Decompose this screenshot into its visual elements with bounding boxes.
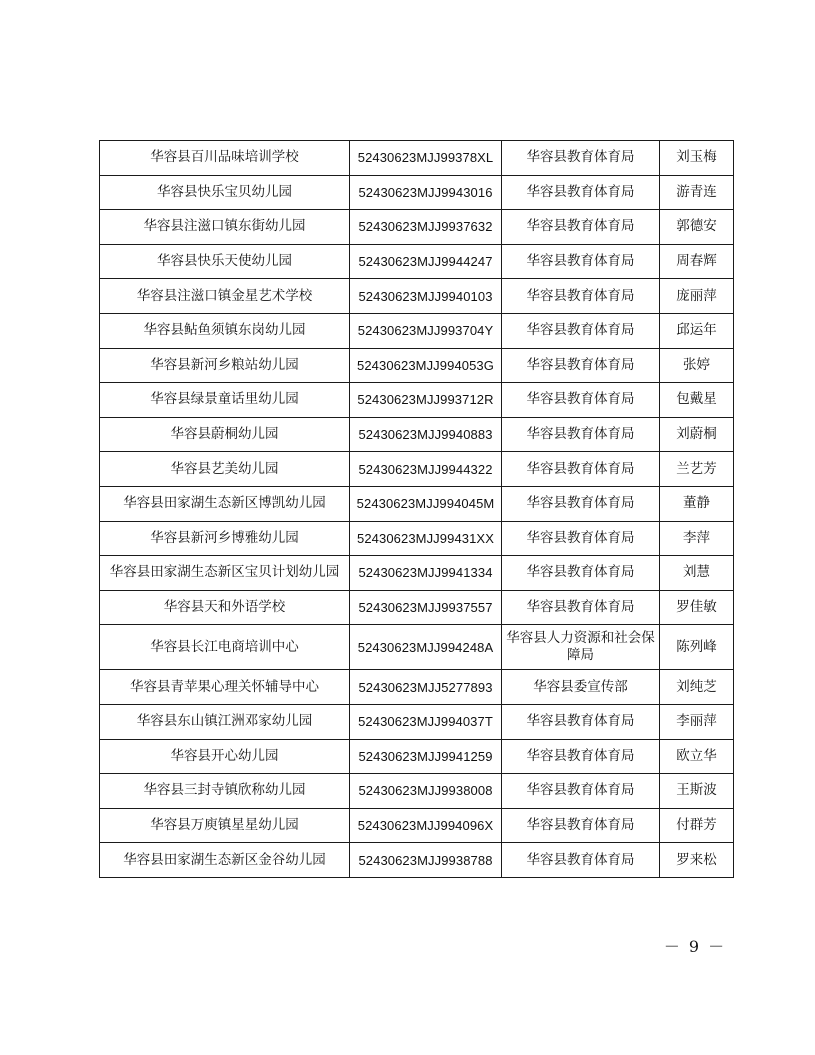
org-name-cell: 华容县田家湖生态新区博凯幼儿园 <box>100 486 350 521</box>
legal-person-cell: 付群芳 <box>660 808 734 843</box>
table-row <box>100 348 734 383</box>
table-row <box>100 808 734 843</box>
legal-person-cell: 罗佳敏 <box>660 590 734 625</box>
legal-person-cell: 刘玉梅 <box>660 141 734 176</box>
legal-person-cell: 游青连 <box>660 175 734 210</box>
table-row <box>100 244 734 279</box>
legal-person-cell: 刘蔚桐 <box>660 417 734 452</box>
credit-code-cell: 52430623MJJ994248A <box>350 625 502 670</box>
supervising-dept-cell: 华容县教育体育局 <box>502 383 660 418</box>
org-name-cell: 华容县注滋口镇金星艺术学校 <box>100 279 350 314</box>
credit-code-cell: 52430623MJJ994096X <box>350 808 502 843</box>
legal-person-cell: 兰艺芳 <box>660 452 734 487</box>
org-name-cell: 华容县快乐天使幼儿园 <box>100 244 350 279</box>
supervising-dept-cell: 华容县教育体育局 <box>502 313 660 348</box>
org-name-cell: 华容县新河乡博雅幼儿园 <box>100 521 350 556</box>
supervising-dept-cell: 华容县教育体育局 <box>502 141 660 176</box>
supervising-dept-cell: 华容县教育体育局 <box>502 808 660 843</box>
supervising-dept-cell: 华容县教育体育局 <box>502 521 660 556</box>
table-row <box>100 383 734 418</box>
org-name-cell: 华容县万庾镇星星幼儿园 <box>100 808 350 843</box>
org-name-cell: 华容县快乐宝贝幼儿园 <box>100 175 350 210</box>
credit-code-cell: 52430623MJJ993704Y <box>350 313 502 348</box>
credit-code-cell: 52430623MJJ994053G <box>350 348 502 383</box>
credit-code-cell: 52430623MJJ9937557 <box>350 590 502 625</box>
table-row <box>100 486 734 521</box>
supervising-dept-cell: 华容县教育体育局 <box>502 452 660 487</box>
table-row <box>100 417 734 452</box>
table-row <box>100 175 734 210</box>
credit-code-cell: 52430623MJJ993712R <box>350 383 502 418</box>
supervising-dept-cell: 华容县教育体育局 <box>502 843 660 878</box>
org-name-cell: 华容县东山镇江洲邓家幼儿园 <box>100 704 350 739</box>
org-name-cell: 华容县百川品味培训学校 <box>100 141 350 176</box>
org-name-cell: 华容县田家湖生态新区宝贝计划幼儿园 <box>100 556 350 591</box>
credit-code-cell: 52430623MJJ9937632 <box>350 210 502 245</box>
credit-code-cell: 52430623MJJ994045M <box>350 486 502 521</box>
supervising-dept-cell: 华容县教育体育局 <box>502 739 660 774</box>
supervising-dept-cell: 华容县人力资源和社会保障局 <box>502 625 660 670</box>
org-name-cell: 华容县注滋口镇东街幼儿园 <box>100 210 350 245</box>
page-number: － 9 － <box>663 937 727 956</box>
supervising-dept-cell: 华容县教育体育局 <box>502 210 660 245</box>
credit-code-cell: 52430623MJJ9938008 <box>350 774 502 809</box>
table-row <box>100 313 734 348</box>
supervising-dept-cell: 华容县教育体育局 <box>502 244 660 279</box>
credit-code-cell: 52430623MJJ9941334 <box>350 556 502 591</box>
table-row <box>100 739 734 774</box>
legal-person-cell: 罗来松 <box>660 843 734 878</box>
table-row <box>100 210 734 245</box>
supervising-dept-cell: 华容县教育体育局 <box>502 279 660 314</box>
org-name-cell: 华容县蔚桐幼儿园 <box>100 417 350 452</box>
org-name-cell: 华容县鲇鱼须镇东岗幼儿园 <box>100 313 350 348</box>
table-body <box>100 141 734 878</box>
supervising-dept-cell: 华容县教育体育局 <box>502 704 660 739</box>
org-name-cell: 华容县艺美幼儿园 <box>100 452 350 487</box>
table-row <box>100 843 734 878</box>
legal-person-cell: 邱运年 <box>660 313 734 348</box>
table-row <box>100 141 734 176</box>
supervising-dept-cell: 华容县教育体育局 <box>502 590 660 625</box>
org-name-cell: 华容县青苹果心理关怀辅导中心 <box>100 670 350 705</box>
legal-person-cell: 庞丽萍 <box>660 279 734 314</box>
table-row <box>100 704 734 739</box>
organization-registry-table <box>99 140 734 878</box>
org-name-cell: 华容县新河乡粮站幼儿园 <box>100 348 350 383</box>
supervising-dept-cell: 华容县教育体育局 <box>502 556 660 591</box>
supervising-dept-cell: 华容县教育体育局 <box>502 486 660 521</box>
table-row <box>100 774 734 809</box>
credit-code-cell: 52430623MJJ9940883 <box>350 417 502 452</box>
supervising-dept-cell: 华容县教育体育局 <box>502 348 660 383</box>
table-row <box>100 625 734 670</box>
legal-person-cell: 李萍 <box>660 521 734 556</box>
credit-code-cell: 52430623MJJ9944247 <box>350 244 502 279</box>
legal-person-cell: 周春辉 <box>660 244 734 279</box>
table-row <box>100 556 734 591</box>
legal-person-cell: 郭德安 <box>660 210 734 245</box>
org-name-cell: 华容县三封寺镇欣称幼儿园 <box>100 774 350 809</box>
credit-code-cell: 52430623MJJ9941259 <box>350 739 502 774</box>
org-name-cell: 华容县绿景童话里幼儿园 <box>100 383 350 418</box>
supervising-dept-cell: 华容县教育体育局 <box>502 175 660 210</box>
legal-person-cell: 陈列峰 <box>660 625 734 670</box>
legal-person-cell: 包戴星 <box>660 383 734 418</box>
legal-person-cell: 李丽萍 <box>660 704 734 739</box>
table-row <box>100 279 734 314</box>
org-name-cell: 华容县天和外语学校 <box>100 590 350 625</box>
credit-code-cell: 52430623MJJ99431XX <box>350 521 502 556</box>
org-name-cell: 华容县田家湖生态新区金谷幼儿园 <box>100 843 350 878</box>
credit-code-cell: 52430623MJJ9940103 <box>350 279 502 314</box>
legal-person-cell: 欧立华 <box>660 739 734 774</box>
table-row <box>100 670 734 705</box>
credit-code-cell: 52430623MJJ9943016 <box>350 175 502 210</box>
supervising-dept-cell: 华容县教育体育局 <box>502 774 660 809</box>
legal-person-cell: 刘慧 <box>660 556 734 591</box>
org-name-cell: 华容县开心幼儿园 <box>100 739 350 774</box>
legal-person-cell: 刘纯芝 <box>660 670 734 705</box>
table-row <box>100 590 734 625</box>
supervising-dept-cell: 华容县委宣传部 <box>502 670 660 705</box>
table-row <box>100 521 734 556</box>
table-row <box>100 452 734 487</box>
credit-code-cell: 52430623MJJ9944322 <box>350 452 502 487</box>
legal-person-cell: 董静 <box>660 486 734 521</box>
credit-code-cell: 52430623MJJ5277893 <box>350 670 502 705</box>
credit-code-cell: 52430623MJJ9938788 <box>350 843 502 878</box>
credit-code-cell: 52430623MJJ99378XL <box>350 141 502 176</box>
legal-person-cell: 张婷 <box>660 348 734 383</box>
legal-person-cell: 王斯波 <box>660 774 734 809</box>
org-name-cell: 华容县长江电商培训中心 <box>100 625 350 670</box>
supervising-dept-cell: 华容县教育体育局 <box>502 417 660 452</box>
credit-code-cell: 52430623MJJ994037T <box>350 704 502 739</box>
